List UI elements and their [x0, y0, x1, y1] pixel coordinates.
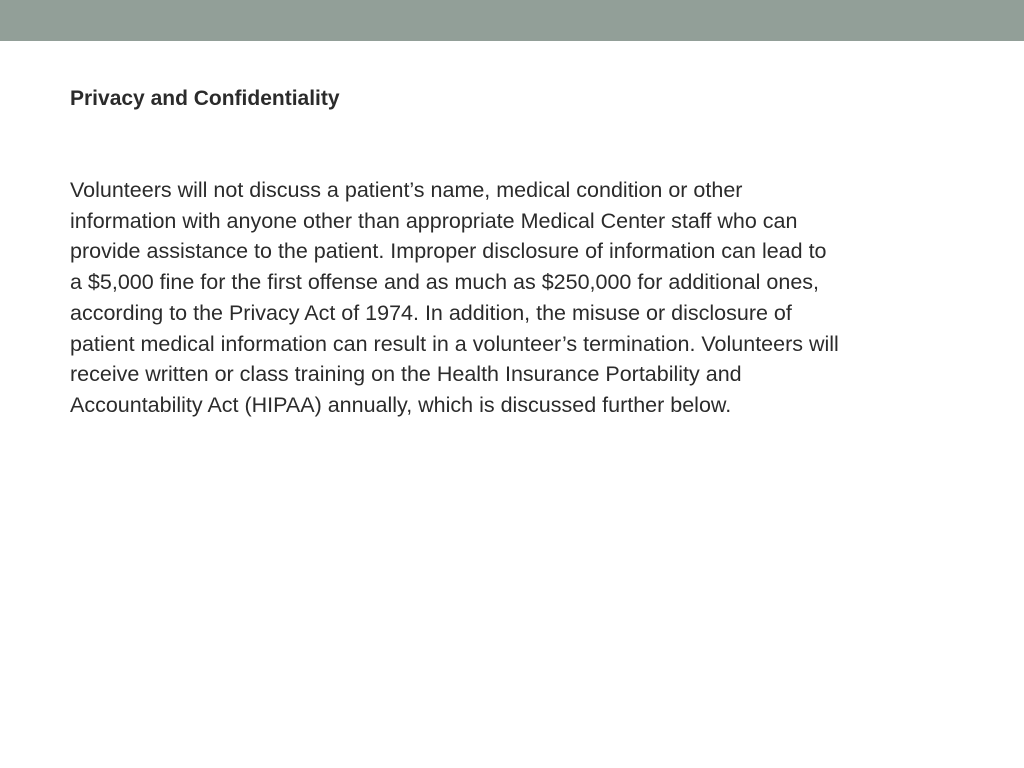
top-header-band	[0, 0, 1024, 41]
slide-title: Privacy and Confidentiality	[70, 87, 340, 110]
body-paragraph: Volunteers will not discuss a patient’s name, medical condition or other information with anyone other than appropriate Medical Center staff who can provide assistance to the patient. Improper disclosure of information can lead to a $5,000 fine for the first offense and as much as $250,000 for additional ones, according to the Privacy Act of 1974. In addition, the misuse or disclosure of patient medical information can result in a volunteer’s termination. Volunteers will receive written or class training on the Health Insurance Portability and Accountability Act (HIPAA) annually, which is discussed further below.	[70, 178, 839, 417]
